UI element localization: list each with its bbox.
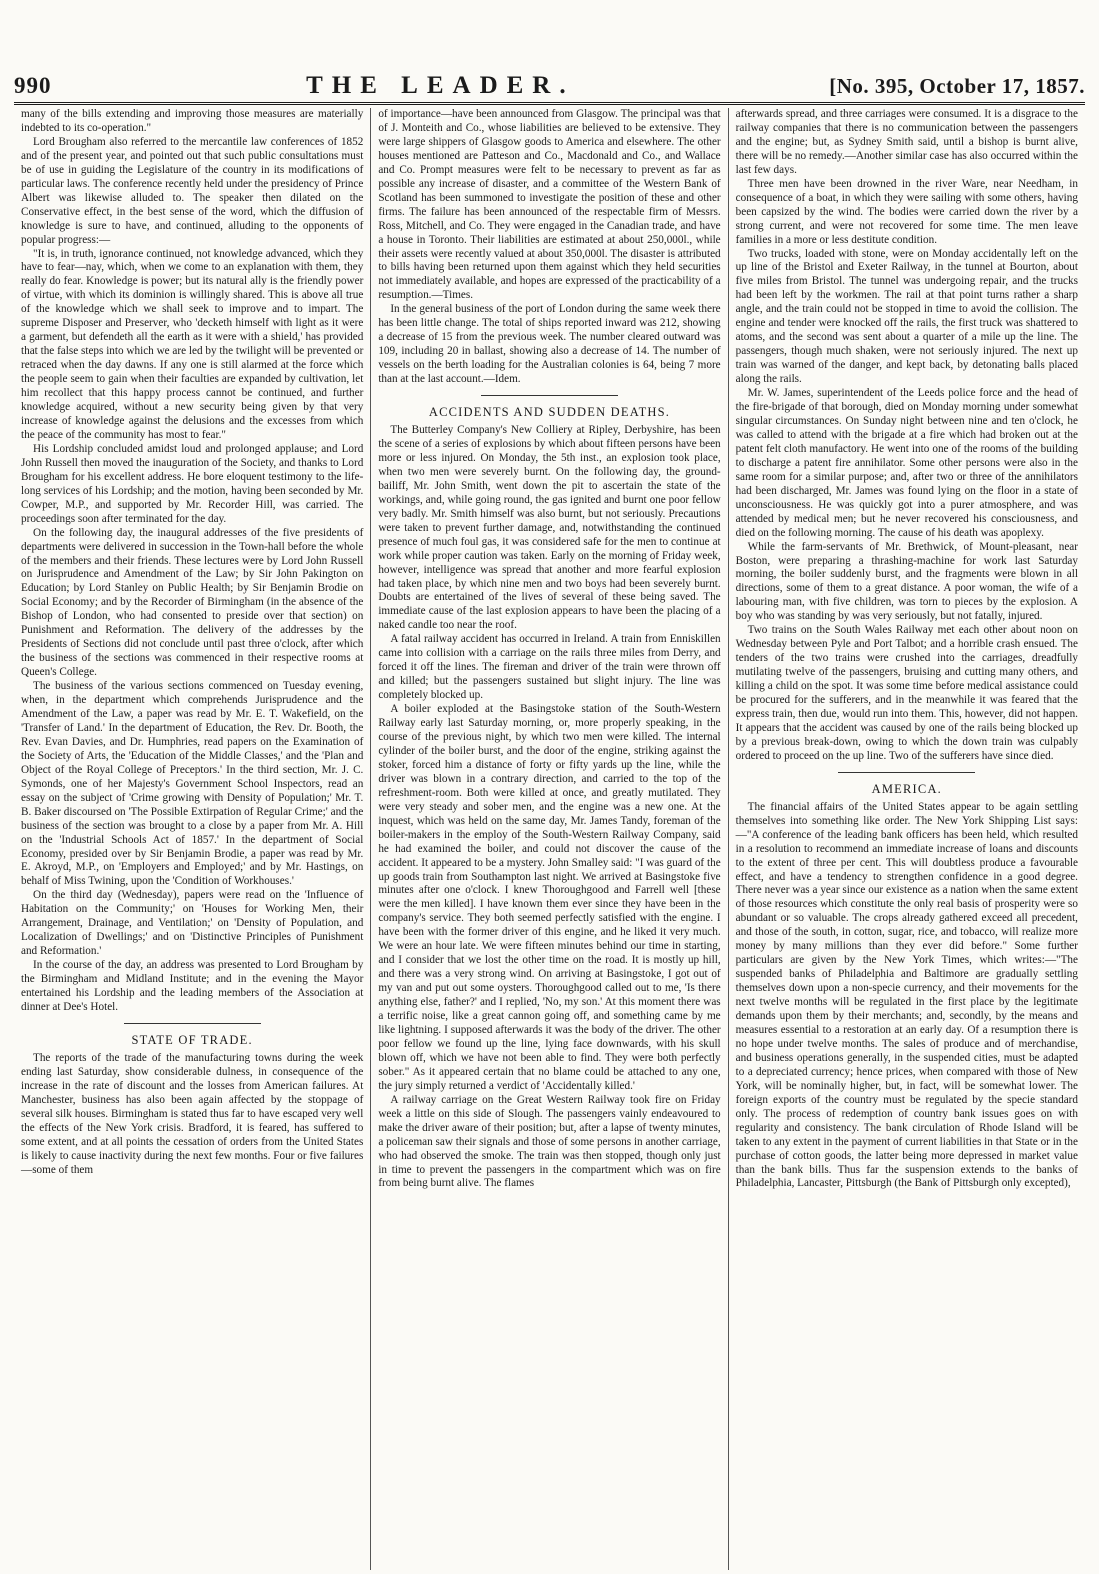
paragraph: Lord Brougham also referred to the mercantile law conferences of 1852 and of the present year, and pointed out that such public consultations must be of use in guiding the Legislature of the country in its modifications of particular laws. The conference recently held under the presidency of Prince Albert was likewise alluded to. The speaker then dilated on the Conservative effect, in the best sense of the word, which the diffusion of knowledge is sure to have, and continued, alluding to the opponents of popular progress:—	[21, 135, 364, 246]
page-number: 990	[14, 73, 52, 98]
paragraph: afterwards spread, and three carriages were consumed. It is a disgrace to the railway companies that there is no communication between the passengers and the engine; but, as Sydney Smith said, until a bishop is burnt alive, there will be no remedy.—Another similar case has also occurred within the last few days.	[735, 108, 1078, 176]
heading-accidents: ACCIDENTS AND SUDDEN DEATHS.	[428, 405, 671, 420]
section-divider	[838, 772, 975, 773]
paragraph: A boiler exploded at the Basingstoke station of the South-Western Railway early last Saturday morning, or, more properly speaking, in the course of the previous night, by which two men were killed. The internal cylinder of the boiler burst, and the door of the engine, striking against the stoker, forced him a distance of forty or fifty yards up the line, while the driver was blown in a contrary direction, and carried to the top of the refreshment-room. Both were killed at once, and greatly mutilated. They were very steady and sober men, and the engine was a new one. At the inquest, which was held on the same day, Mr. James Tandy, foreman of the boiler-makers in the employ of the South-Western Railway Company, said he had examined the boiler, and could not discover the cause of the accident. It appeared to be a mystery. John Smalley said: "I was guard of the up goods train from Southampton last night. We arrived at Basingstoke five minutes after one o'clock. I knew Thoroughgood and Farrell well [these were the men killed]. I have known them ever since they have been in the company's service. They both seemed perfectly satisfied with the engine. I have been with the former driver of this engine, and he liked it very much. We were an hour late. We were fifteen minutes behind our time in starting, and I consider that we lost the other time on the road. It is mostly up hill, and there was a very strong wind. On arriving at Basingstoke, I got out of my van and put out some oysters. Thoroughgood called out to me, 'Is there anything else, father?' and I replied, 'No, my son.' At this moment there was a terrific noise, like a great cannon going off, and something came by me like lightning. I supposed afterwards it was the body of the driver. The other poor fellow we found up the line, lying face downwards, with his skull blown off, which we have not been able to find. They were both perfectly sober." As it appeared certain that no blame could be attached to any one, the jury simply returned a verdict of 'Accidentally killed.'	[378, 703, 721, 1092]
paragraph: The financial affairs of the United States appear to be again settling themselves into something like order. The New York Shipping List says:—"A conference of the leading bank officers has been held, which resulted in a resolution to recommend an immediate increase of loans and discounts to the extent of three per cent. This will doubtless produce a favourable effect, and have a tendency to strengthen confidence in a good degree. There never was a year since our existence as a nation when the same extent of those resources which constitute the only real basis of prosperity were so abundant or so valuable. The crops already gathered exceed all precedent, and those of the south, in cotton, sugar, rice, and tobacco, will realize more money by many millions than they ever did before." Some further particulars are given by the New York Times, which writes:—"The suspended banks of Philadelphia and Baltimore are gradually settling themselves down upon a non-specie currency, and their movements for the next twelve months will be regulated in the first place by the legitimate demands upon them by their merchants; and, secondly, by the means and measures essential to a restoration at an early day. Of a resumption there is no hope under twelve months. The sales of produce and of merchandise, and business operations generally, in the suspended cities, must be adapted to a depreciated currency; hence prices, when compared with those of New York, will be nominally higher, but, in fact, will be somewhat lower. The foreign exports of the country must be regulated by the specie standard only. The process of redemption of country bank issues goes on with regularity and consistency. The bank circulation of Rhode Island will be taken to any extent in the payment of current liabilities in that State or in the purchase of cotton goods, the latter being more depressed in market value than the bank bills. Thus far the suspension extends to the banks of Philadelphia, Lancaster, Pittsburgh (the Bank of Pittsburgh only excepted),	[735, 800, 1078, 1190]
paragraph: A fatal railway accident has occurred in Ireland. A train from Enniskillen came into collision with a carriage on the rails three miles from Derry, and forced it off the lines. The fireman and driver of the train were thrown off and killed; but the passengers sustained but slight injury. The line was completely blocked up.	[378, 633, 721, 702]
quote-paragraph: "It is, in truth, ignorance continued, not knowledge advanced, which they have to fear—nay, which, when we come to an explanation with them, they really do fear. Knowledge is power; but its natural ally is the friendly power of virtue, with which its dominion is willingly shared. This is above all true of the knowledge which we shall seek to improve and to impart. The supreme Disposer and Preserver, who 'decketh himself with light as it were a garment, but defendeth all the earth as it were with a shield,' has provided that the false steps into which we are led by the twilight will be prevented or retraced when the day dawns. If any one is still alarmed at the force which the people seem to gain when their faculties are expanded by cultivation, let him recollect that this happy process cannot be continued, and further knowledge acquired, without a new security being given by that very increase of knowledge against the delusions and the excesses from which the peace of the community has most to fear."	[21, 247, 364, 441]
column-3	[728, 108, 1085, 1570]
paragraph: Three men have been drowned in the river Ware, near Needham, in consequence of a boat, in which they were sailing with some others, having been capsized by the wind. The bodies were carried down the river by a strong current, and were not recovered for some time. The men leave families in a more or less destitute condition.	[735, 177, 1078, 246]
paragraph: The Butterley Company's New Colliery at Ripley, Derbyshire, has been the scene of a series of explosions by which about fifteen persons have been more or less injured. On Monday, the 5th inst., an explosion took place, when two men were severely burnt. On the following day, the ground-bailiff, Mr. John Smith, went down the pit to ascertain the state of the workings, and, while going round, the gas ignited and burnt one poor fellow very badly. Mr. Smith himself was also burnt, but not seriously. Precautions were taken to prevent further damage, and, notwithstanding the continued presence of much foul gas, it was considered safe for the men to continue at work while proper caution was taken. Early on the morning of Friday week, however, intelligence was spread that another and more fearful explosion had taken place, by which nine men and two boys had been severely burnt. Doubts are entertained of the lives of several of these being saved. The immediate cause of the last explosion appears to have been the placing of a naked candle too near the roof.	[378, 424, 721, 632]
issue-info: [No. 395, October 17, 1857.	[829, 74, 1085, 98]
paragraph: In the general business of the port of London during the same week there has been little change. The total of ships reported inward was 212, showing a decrease of 15 from the previous week. The number cleared outward was 109, including 20 in ballast, showing also a decrease of 14. The number of vessels on the berth loading for the Australian colonies is 64, being 7 more than at the last account.—Idem.	[378, 303, 721, 386]
paragraph: Two trucks, loaded with stone, were on Monday accidentally left on the up line of the Bristol and Exeter Railway, in the tunnel at Bourton, about five miles from Bristol. The tunnel was undergoing repair, and the trucks had been left by the workmen. The rail at that point turns rather a sharp angle, and the train could not be stopped in time to avoid the collision. The engine and tender were knocked off the rails, the first truck was shattered to atoms, and the second was sent about a quarter of a mile up the line. The passengers, though much shaken, were not seriously injured. The next up train was warned of the danger, and kept back, by detonating balls placed along the rails.	[735, 247, 1078, 386]
heading-america: AMERICA.	[871, 781, 942, 796]
paragraph: of importance—have been announced from Glasgow. The principal was that of J. Monteith and Co., whose liabilities are believed to be extensive. They were large shippers of Glasgow goods to America and elsewhere. The other houses mentioned are Patteson and Co., Macdonald and Co., and Wallace and Co. Prompt measures were felt to be necessary to prevent as far as possible any increase of disaster, and a committee of the Western Bank of Scotland has been summoned to investigate the position of these and other firms. The failure has been announced of the respectable firm of Messrs. Ross, Mitchell, and Co. They were engaged in the Canadian trade, and have a house in Toronto. Their liabilities are estimated at about 250,000l., while their assets were recently valued at about 350,000l. The disaster is attributed to bills having been returned upon them against which they held securities not immediately available, and hopes are expressed of the practicability of a resumption.—Times.	[378, 108, 721, 302]
column-1	[14, 108, 370, 1570]
paragraph: A railway carriage on the Great Western Railway took fire on Friday week a little on this side of Slough. The passengers vainly endeavoured to make the driver aware of their position; but, after a lapse of twenty minutes, a policeman saw their signals and those of some persons in another carriage, who had observed the smoke. The train was then stopped, though only just in time to prevent the passengers in the compartment which was on fire from being burnt alive. The flames	[378, 1093, 721, 1190]
article-columns	[14, 108, 1085, 1570]
paragraph: His Lordship concluded amidst loud and prolonged applause; and Lord John Russell then moved the inauguration of the Society, and thanks to Lord Brougham for his excellent address. He bore eloquent testimony to the life-long services of his Lordship; and the motion, having been seconded by Mr. Cowper, M.P., and supported by Mr. Recorder Hill, was carried. The proceedings soon after terminated for the day.	[21, 442, 364, 525]
paper-title: THE LEADER.	[306, 72, 575, 99]
masthead	[14, 72, 1085, 105]
heading-state-of-trade: STATE OF TRADE.	[131, 1032, 253, 1047]
paragraph: The business of the various sections commenced on Tuesday evening, when, in the department which comprehends Jurisprudence and the Amendment of the Law, a paper was read by Mr. E. T. Wakefield, on the 'Transfer of Land.' In the department of Education, the Rev. Dr. Booth, the Rev. Evan Davies, and Dr. Humphries, read papers on the Examination of the Society of Arts, the 'Education of the Middle Classes,' and the 'Plan and Object of the Royal College of Preceptors.' In the third section, Mr. J. C. Symonds, one of her Majesty's Government School Inspectors, read an essay on the subject of 'Crime growing with Density of Population;' Mr. T. B. Baker discoursed on 'The Possible Extirpation of Regular Crime;' and the business of the section was brought to a close by a paper from Mr. A. Hill on the 'Industrial Schools Act of 1857.' In the department of Social Economy, presided over by Sir Benjamin Brodie, a paper was read by Mr. E. Akroyd, M.P., on 'Employers and Employed;' and by Mr. Hastings, on behalf of Miss Twining, upon the 'Condition of Workhouses.'	[21, 680, 364, 888]
paragraph: In the course of the day, an address was presented to Lord Brougham by the Birmingham and Midland Institute; and in the evening the Mayor entertained his Lordship and the leading members of the Association at dinner at Dee's Hotel.	[21, 959, 364, 1013]
paragraph: On the following day, the inaugural addresses of the five presidents of departments were delivered in succession in the Town-hall before the whole of the members and their friends. These lectures were by Lord John Russell on Jurisprudence and Amendment of the Law; by Sir John Pakington on Education; by Lord Stanley on Public Health; by Sir Benjamin Brodie on Social Economy; and by the Recorder of Birmingham (in the absence of the Bishop of London, who had consented to preside over that section) on Punishment and Reformation. The delivery of the addresses by the Presidents of Sections did not conclude until past three o'clock, after which the business of the sections was commenced in their respective rooms at Queen's College.	[21, 526, 364, 679]
section-divider	[124, 1023, 261, 1024]
paragraph: Two trains on the South Wales Railway met each other about noon on Wednesday between Pyle and Port Talbot; and a horrible crash ensued. The tenders of the two trains were crushed into the carriages, dreadfully mutilating twelve of the passengers, bruising and cutting many others, and killing a child on the spot. It was some time before medical assistance could be procured for the sufferers, and in the meanwhile it was feared that the express train, then due, would run into them. This, however, did not happen. It appears that the accident was caused by one of the rails being blocked up by a previous break-down, owing to which the down train was culpably ordered to proceed on the up line. Two of the sufferers have since died.	[735, 624, 1078, 762]
paragraph: While the farm-servants of Mr. Brethwick, of Mount-pleasant, near Boston, were preparing a thrashing-machine for work last Saturday morning, the boiler suddenly burst, and the fragments were blown in all directions, some of them to a great distance. A poor woman, the wife of a labouring man, with five children, was torn to pieces by the explosion. A boy who was standing by was very seriously, but not fatally, injured.	[735, 540, 1078, 623]
section-divider	[481, 395, 618, 396]
paragraph: many of the bills extending and improving those measures are materially indebted to its co-operation."	[21, 108, 364, 134]
paragraph: On the third day (Wednesday), papers were read on the 'Influence of Habitation on the Community;' on 'Houses for Working Men, their Arrangement, Drainage, and Ventilation;' on 'Density of Population, and Localization of Dwellings;' and on 'Distinctive Principles of Punishment and Reformation.'	[21, 889, 364, 958]
column-2	[370, 108, 727, 1570]
paragraph: Mr. W. James, superintendent of the Leeds police force and the head of the fire-brigade of that borough, died on Monday morning under somewhat singular circumstances. On Sunday night between nine and ten o'clock, he was called to attend with the brigade at a fire which had broken out at the patent felt cloth manufactory. He went into one of the rooms of the building to discharge a patent fire annihilator. Some other persons were also in the same room for a similar purpose; and, after two or three of the annihilators had been discharged, Mr. James was found lying on the floor in a state of unconsciousness. He was quickly got into a purer atmosphere, and was attended by medical men; but he never recovered his consciousness, and died on the following morning. The cause of his death was apoplexy.	[735, 387, 1078, 539]
paragraph: The reports of the trade of the manufacturing towns during the week ending last Saturday, show considerable dulness, in consequence of the increase in the rate of discount and the losses from American failures. At Manchester, business has also been again affected by the stoppage of several silk houses. Birmingham is stated thus far to have escaped very well the effects of the New York crisis. Bradford, it is feared, has suffered to some extent, and at all points the cessation of orders from the United States is likely to cause inactivity during the next few months. Four or five failures—some of them	[21, 1051, 364, 1176]
